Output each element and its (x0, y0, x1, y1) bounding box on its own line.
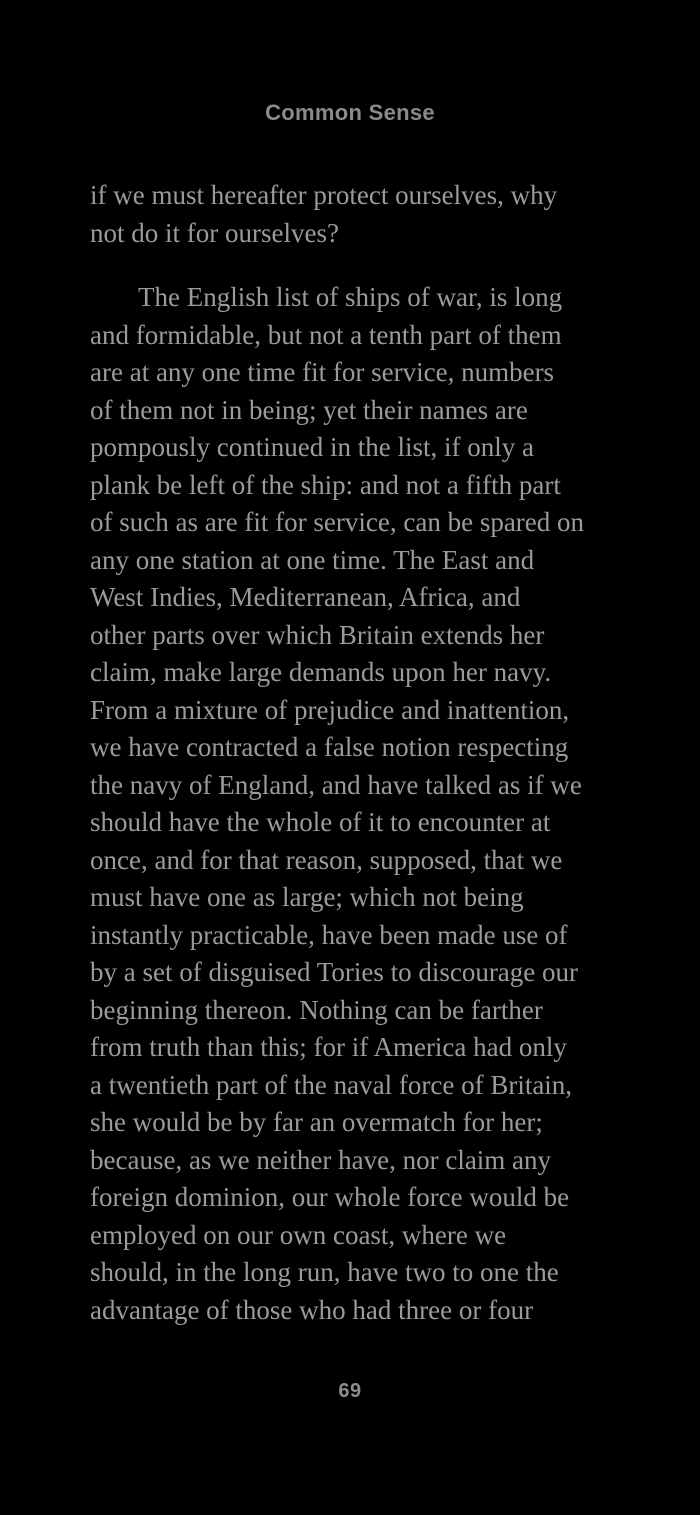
text-line: beginning thereon. Nothing can be farther (90, 994, 543, 1025)
text-line: because, as we neither have, nor claim any (90, 1144, 552, 1175)
text-line: and formidable, but not a tenth part of them (90, 319, 562, 350)
text-line: if we must hereafter protect ourselves, why (90, 180, 558, 210)
text-line: The English list of ships of war, is long (138, 282, 563, 312)
page-number: 69 (338, 1380, 362, 1402)
text-line: From a mixture of prejudice and inattention, (90, 694, 570, 725)
text-line: claim, make large demands upon her navy. (90, 657, 552, 687)
text-line: employed on our own coast, where we (90, 1219, 507, 1250)
text-line: should, in the long run, have two to one the (90, 1257, 559, 1287)
text-line: foreign dominion, our whole force would be (90, 1182, 570, 1212)
book-title-header: Common Sense (265, 100, 435, 125)
text-line: the navy of England, and have talked as if we (90, 769, 582, 800)
text-line: plank be left of the ship: and not a fifth part (90, 469, 561, 500)
text-line: should have the whole of it to encounter at (90, 807, 551, 837)
paragraph (90, 279, 614, 1329)
text-line: of them not in being; yet their names are (90, 394, 528, 425)
text-line: pompously continued in the list, if only a (90, 432, 534, 462)
text-line: are at any one time fit for service, numbers (90, 357, 555, 387)
text-line: instantly practicable, have been made use of (90, 919, 568, 950)
text-line: we have contracted a false notion respecting (90, 732, 569, 762)
text-line: of such as are fit for service, can be spared on (90, 507, 585, 537)
text-line: other parts over which Britain extends her (90, 619, 545, 650)
page-text (90, 177, 614, 1329)
text-line: by a set of disguised Tories to discourage our (90, 957, 579, 987)
text-line: advantage of those who had three or four (90, 1294, 534, 1325)
paragraph (90, 177, 614, 252)
text-line: from truth than this; for if America had only (90, 1032, 567, 1062)
text-line: any one station at one time. The East and (90, 544, 535, 575)
text-line: must have one as large; which not being (90, 882, 524, 912)
text-line: once, and for that reason, supposed, that we (90, 844, 563, 875)
text-line: not do it for ourselves? (90, 217, 339, 248)
text-line: she would be by far an overmatch for her; (90, 1107, 543, 1137)
text-line: a twentieth part of the naval force of Britain, (90, 1069, 573, 1100)
text-line: West Indies, Mediterranean, Africa, and (90, 582, 521, 612)
